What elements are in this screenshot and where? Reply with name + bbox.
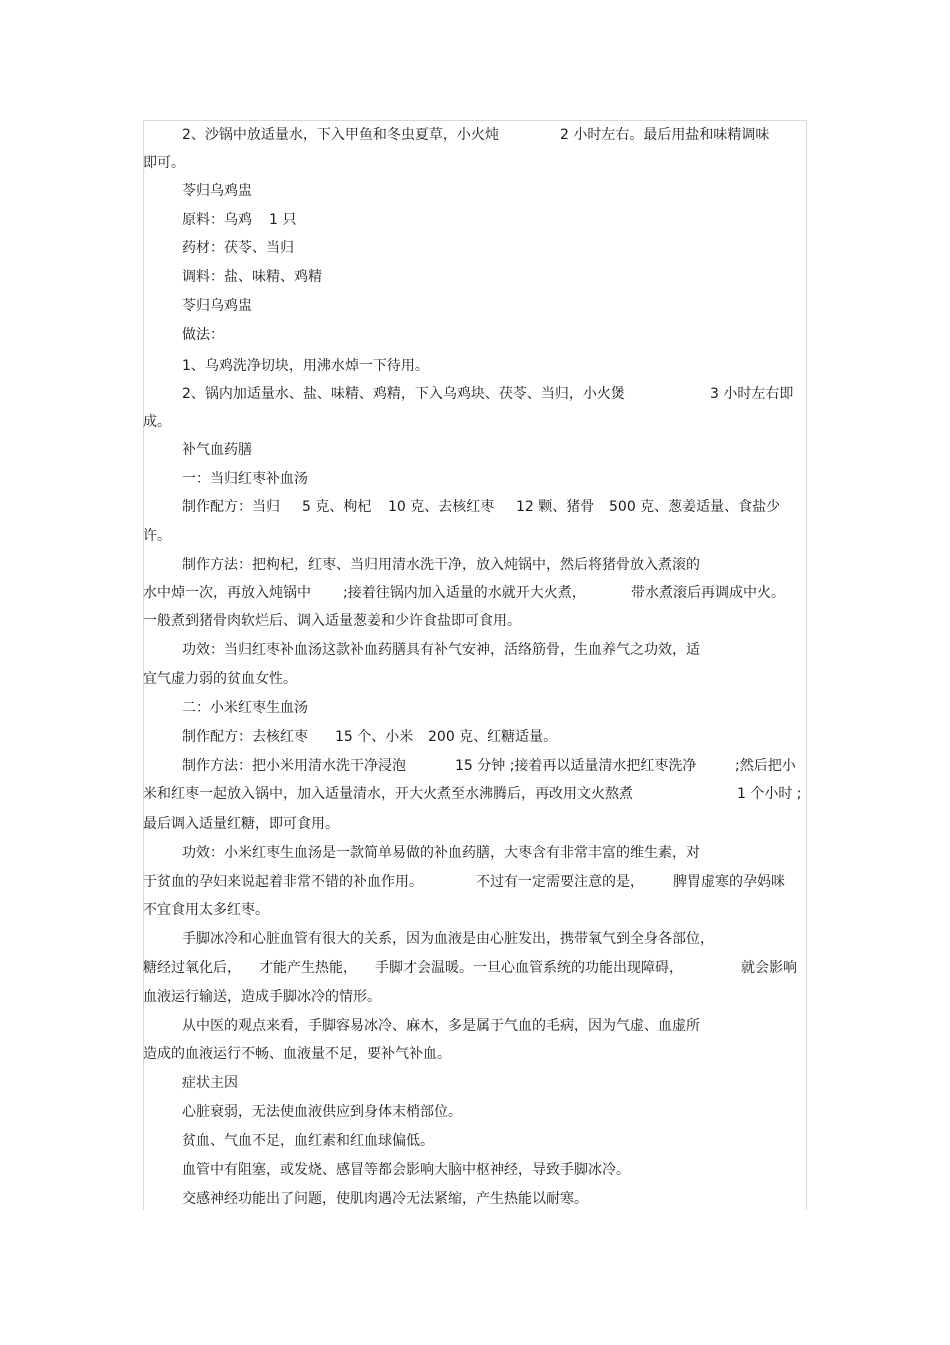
text-segment: 功效：小米红枣生血汤是一款简单易做的补血药膳，大枣含有非常丰富的维生素，对 (182, 845, 700, 861)
page-frame-right (806, 120, 807, 1210)
text-segment: 成。 (143, 414, 171, 430)
text-segment: 制作配方：去核红枣 (182, 729, 308, 745)
text-segment: 制作方法：把小米用清水洗干净浸泡 (182, 758, 406, 774)
text-segment: 制作配方：当归 (182, 499, 280, 515)
page-frame-top (143, 120, 807, 121)
text-segment: 于贫血的孕妇来说起着非常不错的补血作用。 (143, 874, 423, 890)
text-segment: 12 颗、猪骨 (516, 499, 595, 515)
text-segment: 血液运行输送，造成手脚冰冷的情形。 (143, 989, 381, 1005)
text-segment: 1 只 (269, 212, 297, 228)
text-segment: 制作方法：把枸杞，红枣、当归用清水洗干净，放入炖锅中，然后将猪骨放入煮滚的 (182, 557, 700, 573)
text-segment: 心脏衰弱，无法使血液供应到身体末梢部位。 (182, 1104, 462, 1120)
text-segment: 糖经过氧化后， (143, 960, 241, 976)
text-segment: 才能产生热能， (259, 960, 357, 976)
text-segment: 2 小时左右。最后用盐和味精调味 (560, 127, 770, 143)
text-segment: 血管中有阻塞，或发烧、感冒等都会影响大脑中枢神经，导致手脚冰冷。 (182, 1162, 630, 1178)
text-segment: 原料：乌鸡 (182, 212, 252, 228)
text-segment: 宜气虚力弱的贫血女性。 (143, 671, 297, 687)
text-segment: 1、乌鸡洗净切块，用沸水焯一下待用。 (182, 358, 429, 374)
text-segment: 许。 (143, 528, 171, 544)
text-segment: 一般煮到猪骨肉软烂后、调入适量葱姜和少许食盐即可食用。 (143, 613, 521, 629)
text-segment: 苓归乌鸡盅 (182, 183, 252, 199)
text-segment: 症状主因 (182, 1075, 238, 1091)
text-segment: 15 个、小米 (335, 729, 414, 745)
text-segment: 不过有一定需要注意的是， (476, 874, 644, 890)
text-segment: 苓归乌鸡盅 (182, 298, 252, 314)
text-segment: 5 克、枸杞 (302, 499, 372, 515)
text-segment: 功效：当归红枣补血汤这款补血药膳具有补气安神，活络筋骨，生血养气之功效，适 (182, 642, 700, 658)
text-segment: 最后调入适量红糖，即可食用。 (143, 816, 339, 832)
text-segment: 脾胃虚寒的孕妈咪 (673, 874, 785, 890)
text-segment: 手脚冰冷和心脏血管有很大的关系，因为血液是由心脏发出，携带氧气到全身各部位， (182, 931, 714, 947)
text-segment: 不宜食用太多红枣。 (143, 902, 269, 918)
text-segment: 就会影响 (741, 960, 797, 976)
text-segment: 200 克、红糖适量。 (428, 729, 558, 745)
text-segment: 补气血药膳 (182, 442, 252, 458)
text-segment: 即可。 (143, 155, 185, 171)
text-segment: 500 克、葱姜适量、食盐少 (609, 499, 781, 515)
text-segment: ;然后把小 (735, 758, 796, 774)
text-segment: 从中医的观点来看，手脚容易冰冷、麻木，多是属于气血的毛病，因为气虚、血虚所 (182, 1018, 700, 1034)
text-segment: 带水煮滚后再调成中火。 (631, 585, 785, 601)
text-segment: 3 小时左右即 (710, 386, 794, 402)
text-segment: 交感神经功能出了问题，使肌肉遇冷无法紧缩，产生热能以耐寒。 (182, 1191, 588, 1207)
text-segment: 调料：盐、味精、鸡精 (182, 269, 322, 285)
text-segment: 造成的血液运行不畅、血液量不足，要补气补血。 (143, 1046, 451, 1062)
text-segment: 二：小米红枣生血汤 (182, 700, 308, 716)
text-segment: ;接着往锅内加入适量的水就开大火煮， (343, 585, 586, 601)
text-segment: 2、锅内加适量水、盐、味精、鸡精，下入乌鸡块、茯苓、当归，小火煲 (182, 386, 625, 402)
text-segment: 做法： (182, 327, 224, 343)
text-segment: 米和红枣一起放入锅中，加入适量清水，开大火煮至水沸腾后，再改用文火熬煮 (143, 786, 633, 802)
text-segment: 15 分钟 ;接着再以适量清水把红枣洗净 (455, 758, 697, 774)
text-segment: 药材：茯苓、当归 (182, 240, 294, 256)
text-segment: 一：当归红枣补血汤 (182, 471, 308, 487)
text-segment: 手脚才会温暖。一旦心血管系统的功能出现障碍， (375, 960, 683, 976)
text-segment: 贫血、气血不足，血红素和红血球偏低。 (182, 1133, 434, 1149)
text-segment: 2、沙锅中放适量水，下入甲鱼和冬虫夏草，小火炖 (182, 127, 499, 143)
text-segment: 1 个小时 ; (737, 786, 802, 802)
text-segment: 水中焯一次，再放入炖锅中 (143, 585, 311, 601)
text-segment: 10 克、去核红枣 (388, 499, 495, 515)
